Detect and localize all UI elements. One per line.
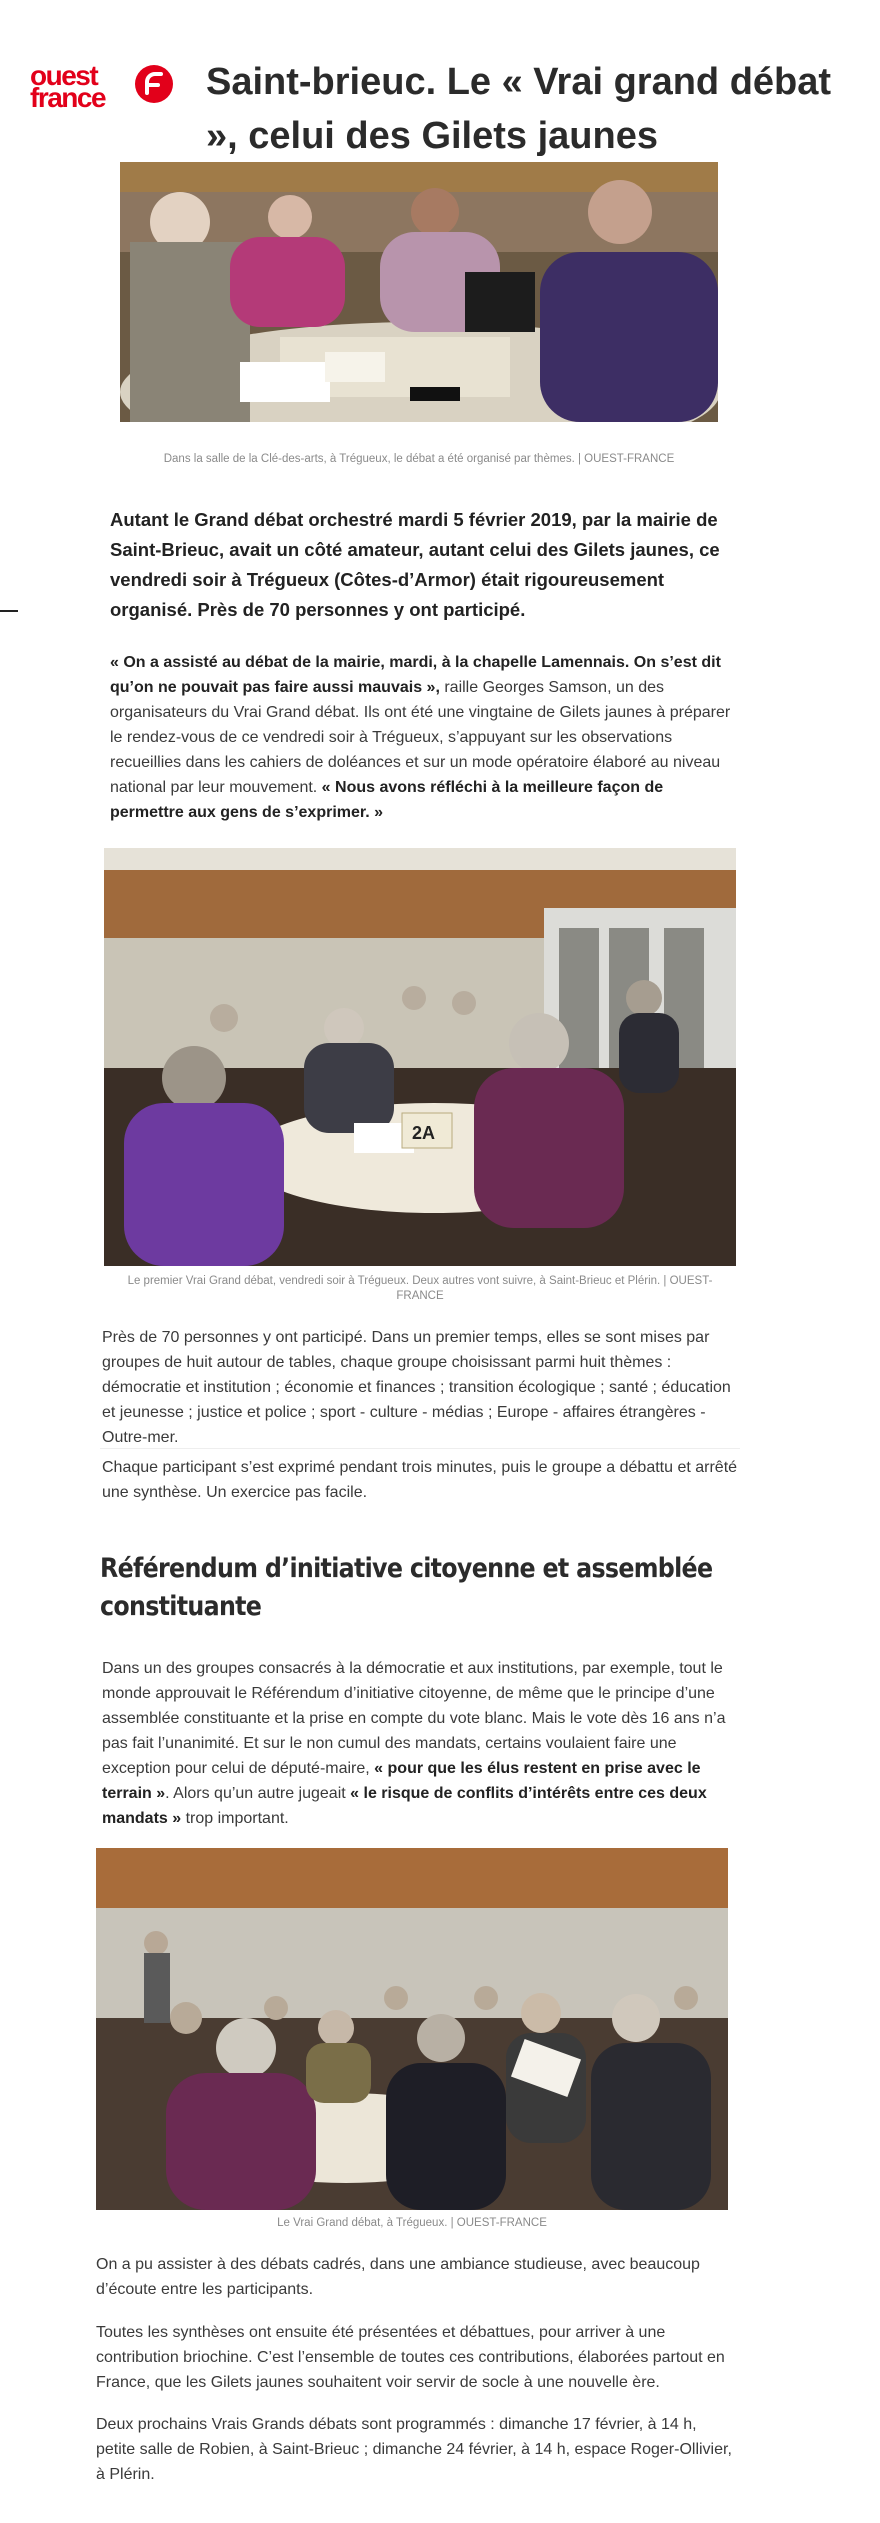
logo-word-ouest: ouest [30, 60, 98, 91]
ouest-france-logo[interactable] [30, 60, 175, 113]
paragraph-4-text-2: . Alors qu’un autre jugeait [165, 1785, 351, 1802]
left-margin-dash [0, 610, 18, 612]
quote-reflection: « Nous avons réfléchi à la meilleure façon de permettre aux gens de s’exprimer. » [110, 779, 664, 821]
section-divider [100, 1448, 740, 1449]
paragraph-1 [110, 650, 740, 825]
paragraph-1-text: raille Georges Samson, un des organisateurs du Vrai Grand débat. Ils ont été une vingtaine de Gilets jaunes à préparer le rendez-vous de ce vendredi soir à Trégueux, s’appuyant sur les observations recueillies dans les cahiers de doléances et sur un mode opératoire élaboré au niveau national par leur mouvement. [110, 679, 731, 796]
photo-debate-participants [96, 1848, 728, 2210]
quote-samson: « On a assisté au débat de la mairie, mardi, à la chapelle Lamennais. On s’est dit qu’on ne pouvait pas faire aussi mauvais », [110, 654, 721, 696]
paragraph-3: Chaque participant s’est exprimé pendant trois minutes, puis le groupe a débattu et arrêté une synthèse. Un exercice pas facile. [102, 1459, 738, 1501]
logo-word-france: france [30, 82, 106, 113]
paragraph-4-text-1: Dans un des groupes consacrés à la démocratie et aux institutions, par exemple, tout le monde approuvait le Référendum d’initiative citoyenne, de même que le principe d’une assemblée constituante et la prise en compte du vote blanc. Mais le vote dès 16 ans n’a pas fait l’unanimité. Et sur le non cumul des mandats, certains voulaient faire une exception pour celui de député-maire, [102, 1660, 726, 1777]
paragraph-4-text-3: trop important. [181, 1810, 289, 1827]
photo-debate-hall [104, 848, 736, 1266]
table-card-label: 2A [412, 1123, 436, 1143]
logo-circle-icon [134, 64, 174, 104]
quote-conflicts: « le risque de conflits d’intérêts entre ces deux mandats » [102, 1785, 707, 1827]
section-heading: Référendum d’initiative citoyenne et assemblée constituante [100, 1553, 713, 1622]
paragraph-2: Près de 70 personnes y ont participé. Dans un premier temps, elles se sont mises par groupes de huit autour de tables, chaque groupe choisissant parmi huit thèmes : démocratie et institution ; économie et finances ; transition écologique ; santé ; éducation et jeunesse ; justice et police ; sport - culture - médias ; Europe - affaires étrangères - Outre-mer. [102, 1329, 731, 1446]
paragraph-7: Deux prochains Vrais Grands débats sont programmés : dimanche 17 février, à 14 h, petite salle de Robien, à Saint-Brieuc ; dimanche 24 février, à 14 h, espace Roger-Ollivier, à Plérin. [96, 2416, 732, 2483]
photo-caption-3: Le Vrai Grand débat, à Trégueux. | OUEST-FRANCE [277, 2217, 547, 2229]
paragraph-6: Toutes les synthèses ont ensuite été présentées et débattues, pour arriver à une contribution briochine. C’est l’ensemble de toutes ces contributions, élaborées partout en France, que les Gilets jaunes souhaitent voir servir de socle à une nouvelle ère. [96, 2324, 725, 2391]
article-lead: Autant le Grand débat orchestré mardi 5 février 2019, par la mairie de Saint-Brieuc, avait un côté amateur, autant celui des Gilets jaunes, ce vendredi soir à Trégueux (Côtes-d’Armor) était rigoureusement organisé. Près de 70 personnes y ont participé. [110, 509, 720, 620]
paragraph-5: On a pu assister à des débats cadrés, dans une ambiance studieuse, avec beaucoup d’écoute entre les participants. [96, 2256, 700, 2298]
quote-terrain: « pour que les élus restent en prise avec le terrain » [102, 1760, 701, 1802]
paragraph-4 [102, 1656, 742, 1831]
photo-debate-tables [120, 162, 718, 422]
photo-caption-2: Le premier Vrai Grand débat, vendredi soir à Trégueux. Deux autres vont suivre, à Saint-Brieuc et Plérin. | OUEST-FRANCE [127, 1275, 713, 1302]
photo-caption-1: Dans la salle de la Clé-des-arts, à Trégueux, le débat a été organisé par thèmes. | OUEST-FRANCE [163, 453, 675, 465]
article-title: Saint-brieuc. Le « Vrai grand débat », celui des Gilets jaunes [206, 61, 832, 157]
